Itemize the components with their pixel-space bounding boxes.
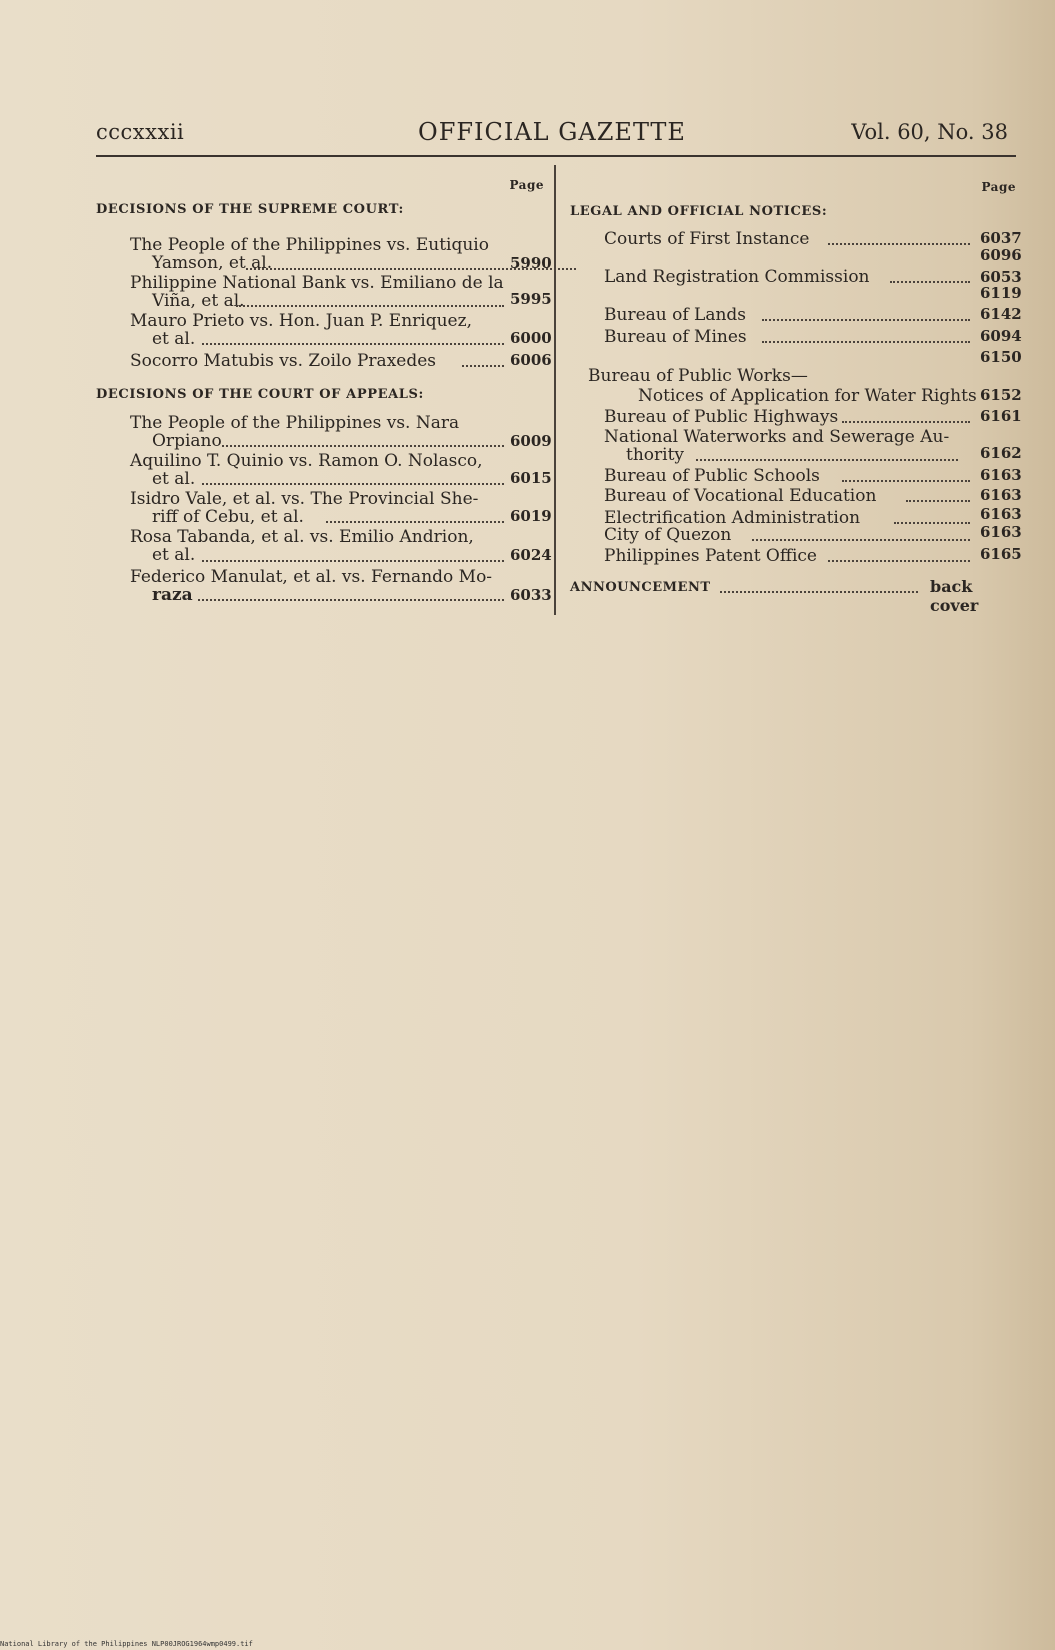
toc-entry[interactable]: Aquilino T. Quinio vs. Ramon O. Nolasco, et al. <box>130 451 483 489</box>
scan-footer: National Library of the Philippines NLP00JROG1964wmp0499.tif <box>0 1640 253 1648</box>
entry-page: 6096 <box>980 246 1022 264</box>
leader-dots <box>828 243 970 245</box>
toc-entry[interactable]: National Waterworks and Sewerage Au- thority <box>604 427 950 465</box>
entry-page: 6162 <box>980 444 1022 462</box>
leader-dots <box>720 591 918 593</box>
leader-dots <box>202 483 504 485</box>
toc-entry[interactable]: Land Registration Commission <box>604 267 870 287</box>
toc-entry[interactable]: Federico Manulat, et al. vs. Fernando Mo- raza <box>130 567 493 605</box>
leader-dots <box>752 539 970 541</box>
toc-entry[interactable]: Bureau of Lands <box>604 305 747 325</box>
section-heading-court-of-appeals: DECISIONS OF THE COURT OF APPEALS: <box>96 387 424 402</box>
announcement-label[interactable]: ANNOUNCEMENT <box>570 580 711 595</box>
header-rule <box>96 155 1016 157</box>
toc-entry[interactable]: Notices of Application for Water Rights <box>638 386 977 406</box>
entry-page: 6161 <box>980 407 1022 425</box>
entry-page: 6094 <box>980 327 1022 345</box>
toc-entry[interactable]: Rosa Tabanda, et al. vs. Emilio Andrion, et al. <box>130 527 474 565</box>
page-title: OFFICIAL GAZETTE <box>418 118 686 146</box>
leader-dots <box>842 480 970 482</box>
entry-page: 6037 <box>980 229 1022 247</box>
page-number: cccxxxii <box>96 120 185 144</box>
page-column-label: Page <box>981 180 1016 194</box>
leader-dots <box>894 522 970 524</box>
toc-entry[interactable]: Mauro Prieto vs. Hon. Juan P. Enriquez, et al. <box>130 311 472 349</box>
entry-page: 6119 <box>980 284 1022 302</box>
entry-page: 6053 <box>980 268 1022 286</box>
leader-dots <box>326 521 504 523</box>
column-divider <box>554 165 556 615</box>
toc-entry[interactable]: Philippine National Bank vs. Emiliano de la Viña, et al. <box>130 273 504 311</box>
section-heading-supreme-court: DECISIONS OF THE SUPREME COURT: <box>96 202 404 217</box>
toc-entry[interactable]: Courts of First Instance <box>604 229 810 249</box>
leader-dots <box>906 500 970 502</box>
toc-entry[interactable]: City of Quezon <box>604 525 732 545</box>
entry-page: 6163 <box>980 486 1022 504</box>
entry-page: 6006 <box>510 351 552 369</box>
announcement-page: back cover <box>930 577 979 615</box>
entry-page: 6163 <box>980 466 1022 484</box>
volume-number: Vol. 60, No. 38 <box>851 120 1008 144</box>
entry-page: 6150 <box>980 348 1022 366</box>
section-heading-legal-notices: LEGAL AND OFFICIAL NOTICES: <box>570 204 828 219</box>
leader-dots <box>198 599 504 601</box>
entry-page: 6165 <box>980 545 1022 563</box>
leader-dots <box>842 421 970 423</box>
entry-page: 6019 <box>510 507 552 525</box>
leader-dots <box>762 319 970 321</box>
entry-page: 6015 <box>510 469 552 487</box>
leader-dots <box>202 343 504 345</box>
toc-entry[interactable]: Philippines Patent Office <box>604 546 817 566</box>
leader-dots <box>696 459 958 461</box>
entry-page: 6152 <box>980 386 1022 404</box>
leader-dots <box>462 365 504 367</box>
entry-page: 6000 <box>510 329 552 347</box>
toc-entry[interactable]: Bureau of Public Works— <box>588 366 808 386</box>
toc-entry[interactable]: Bureau of Public Schools <box>604 466 820 486</box>
entry-page: 6142 <box>980 305 1022 323</box>
entry-page: 6024 <box>510 546 552 564</box>
entry-page: 5995 <box>510 290 552 308</box>
leader-dots <box>236 305 504 307</box>
leader-dots <box>762 341 970 343</box>
toc-entry[interactable]: Isidro Vale, et al. vs. The Provincial She- riff of Cebu, et al. <box>130 489 479 527</box>
toc-entry[interactable]: Electrification Administration <box>604 508 861 528</box>
page-header <box>96 112 1008 152</box>
toc-entry[interactable]: Bureau of Vocational Education <box>604 486 877 506</box>
entry-page: 6009 <box>510 432 552 450</box>
entry-page: 6163 <box>980 505 1022 523</box>
leader-dots <box>202 560 504 562</box>
leader-dots <box>828 560 970 562</box>
toc-entry[interactable]: Bureau of Mines <box>604 327 747 347</box>
entry-page: 6033 <box>510 586 552 604</box>
toc-entry[interactable]: Bureau of Public Highways <box>604 407 839 427</box>
page-column-label: Page <box>509 178 544 192</box>
toc-entry[interactable]: The People of the Philippines vs. Eutiquio Yamson, et al. <box>130 235 489 273</box>
entry-page: 6163 <box>980 523 1022 541</box>
leader-dots <box>890 281 970 283</box>
toc-entry[interactable]: The People of the Philippines vs. Nara Orpiano <box>130 413 460 451</box>
bleed-through <box>150 640 155 658</box>
leader-dots <box>222 445 504 447</box>
entry-page: 5990 <box>510 254 552 272</box>
toc-entry[interactable]: Socorro Matubis vs. Zoilo Praxedes <box>130 351 437 371</box>
